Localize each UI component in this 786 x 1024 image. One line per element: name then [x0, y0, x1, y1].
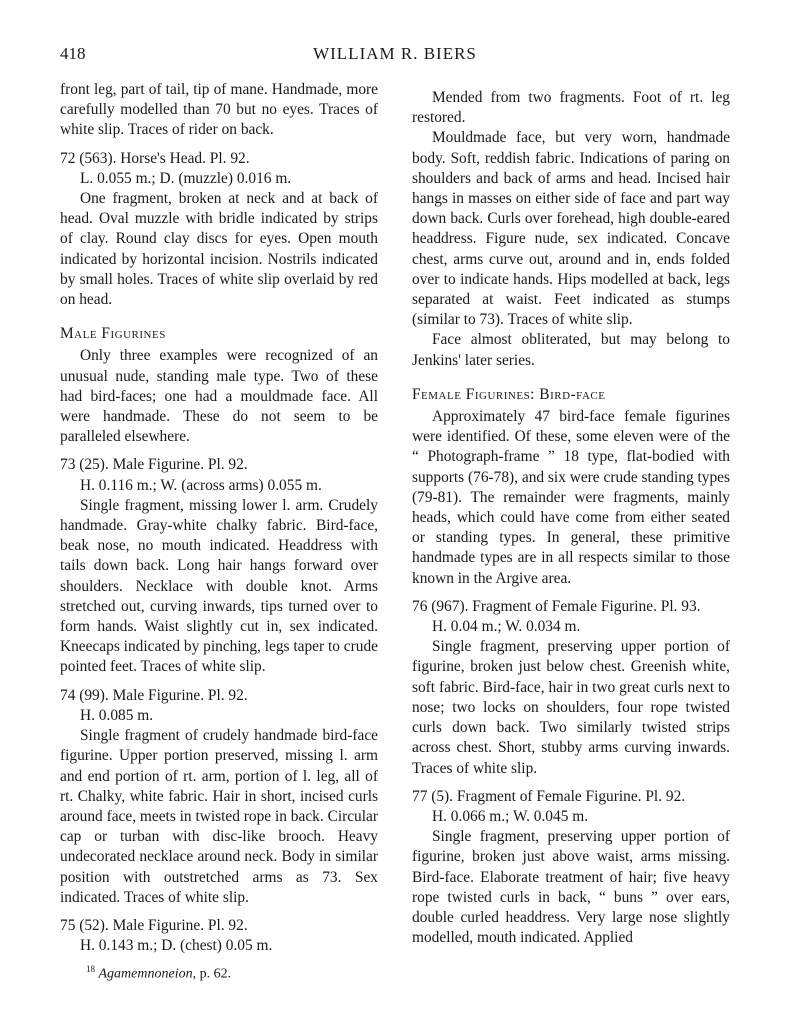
entry-77-description: Single fragment, preserving upper portion of figurine, broken just above waist, arms missing. Bird-face. Elaborate treatment of hair; five heavy rope twisted curls in back, “ buns ” over ears, double curled headdress. Very large nose slightly modelled, mouth indicated. Applied: [412, 828, 730, 947]
entry-75-mending: Mended from two fragments. Foot of rt. leg restored.: [412, 89, 730, 127]
entry-72-measurements: L. 0.055 m.; D. (muzzle) 0.016 m.: [80, 169, 292, 187]
entry-77-measurements: H. 0.066 m.; W. 0.045 m.: [432, 807, 589, 825]
right-column: [412, 88, 730, 948]
female-figurines-intro: Approximately 47 bird-face female figurines were identified. Of these, some eleven were of the “ Photograph-frame ” 18 type, flat-bodied with supports (76-78), and six were crude standing types (79-81). The remainder were fragments, mainly heads, which could have come from either seated or standing types. In general, these primitive handmade types are in all respects similar to those known in the Argive area.: [412, 408, 731, 587]
section-heading-male-figurines: Male Figurines: [60, 325, 166, 343]
entry-76-description: Single fragment, preserving upper portion of figurine, broken just below chest. Greenish white, soft fabric. Bird-face, hair in two great curls next to nose; two locks on shoulders, four rope twisted curls down back. Two similarly twisted strips across chest. Short, stubby arms curving inwards. Traces of white slip.: [412, 638, 730, 777]
entry-74-heading: 74 (99). Male Figurine. Pl. 92.: [60, 686, 248, 704]
continued-paragraph: front leg, part of tail, tip of mane. Handmade, more carefully modelled than 70 but no eyes. Traces of white slip. Traces of rider on back.: [60, 81, 378, 139]
left-column: [60, 80, 378, 956]
page-number: 418: [60, 44, 86, 63]
entry-74-measurements: H. 0.085 m.: [80, 706, 154, 724]
entry-73-measurements: H. 0.116 m.; W. (across arms) 0.055 m.: [80, 476, 322, 494]
footnote-reference: , p. 62.: [192, 966, 232, 982]
entry-75-measurements: H. 0.143 m.; D. (chest) 0.05 m.: [80, 937, 273, 955]
entry-75-note: Face almost obliterated, but may belong to Jenkins' later series.: [412, 331, 730, 369]
section-heading-female-bird-face: Female Figurines: Bird-face: [412, 385, 606, 403]
entry-72-description: One fragment, broken at neck and at back of head. Oval muzzle with bridle indicated by strips of clay. Round clay discs for eyes. Open mouth indicated by horizontal incision. Nostrils indicated by small holes. Traces of white slip overlaid by red on head.: [60, 190, 378, 309]
entry-75-description: Mouldmade face, but very worn, handmade body. Soft, reddish fabric. Indications of paring on shoulders and back of arms and head. Incised hair hangs in masses on either side of face and part way down back. Curls over forehead, high double-eared headdress. Figure nude, sex indicated. Concave chest, arms curve out, around and in, ends folded over to indicate hands. Hips modelled at back, legs separated at waist. Feet indicated as stumps (similar to 73). Traces of white slip.: [412, 129, 730, 329]
entry-73-description: Single fragment, missing lower l. arm. Crudely handmade. Gray-white chalky fabric. Bird-face, beak nose, no mouth indicated. Headdress with tails down back. Long hair hangs forward over shoulders. Necklace with double knot. Arms stretched out, curving inwards, tips turned over to form hands. Waist slightly cut in, sex indicated. Kneecaps indicated by pinching, legs taper to crude pointed feet. Traces of white slip.: [60, 496, 378, 676]
footnote-work-title: Agamemnoneion: [98, 966, 193, 982]
entry-76-heading: 76 (967). Fragment of Female Figurine. Pl. 93.: [412, 597, 701, 615]
footnote: [86, 964, 231, 983]
footnote-number: 18: [86, 964, 95, 974]
entry-72-heading: 72 (563). Horse's Head. Pl. 92.: [60, 149, 250, 167]
entry-76-measurements: H. 0.04 m.; W. 0.034 m.: [432, 618, 581, 636]
entry-74-description: Single fragment of crudely handmade bird-face figurine. Upper portion preserved, missing l. arm and end portion of rt. arm, portion of l. leg, all of rt. Chalky, white fabric. Hair in short, incised curls around face, meets in twisted rope in back. Circular cap or turban with disc-like brooch. Heavy undecorated necklace around neck. Body in similar position with outstretched arms as 73. Sex indicated. Traces of white slip.: [60, 727, 378, 906]
entry-77-heading: 77 (5). Fragment of Female Figurine. Pl. 92.: [412, 787, 686, 805]
page-header: [60, 44, 730, 68]
running-title: WILLIAM R. BIERS: [313, 44, 477, 63]
entry-75-heading: 75 (52). Male Figurine. Pl. 92.: [60, 916, 248, 934]
entry-73-heading: 73 (25). Male Figurine. Pl. 92.: [60, 456, 248, 474]
male-figurines-intro: Only three examples were recognized of an unusual nude, standing male type. Two of these had bird-faces; one had a mouldmade face. All were handmade. These do not seem to be paralleled elsewhere.: [60, 347, 378, 446]
